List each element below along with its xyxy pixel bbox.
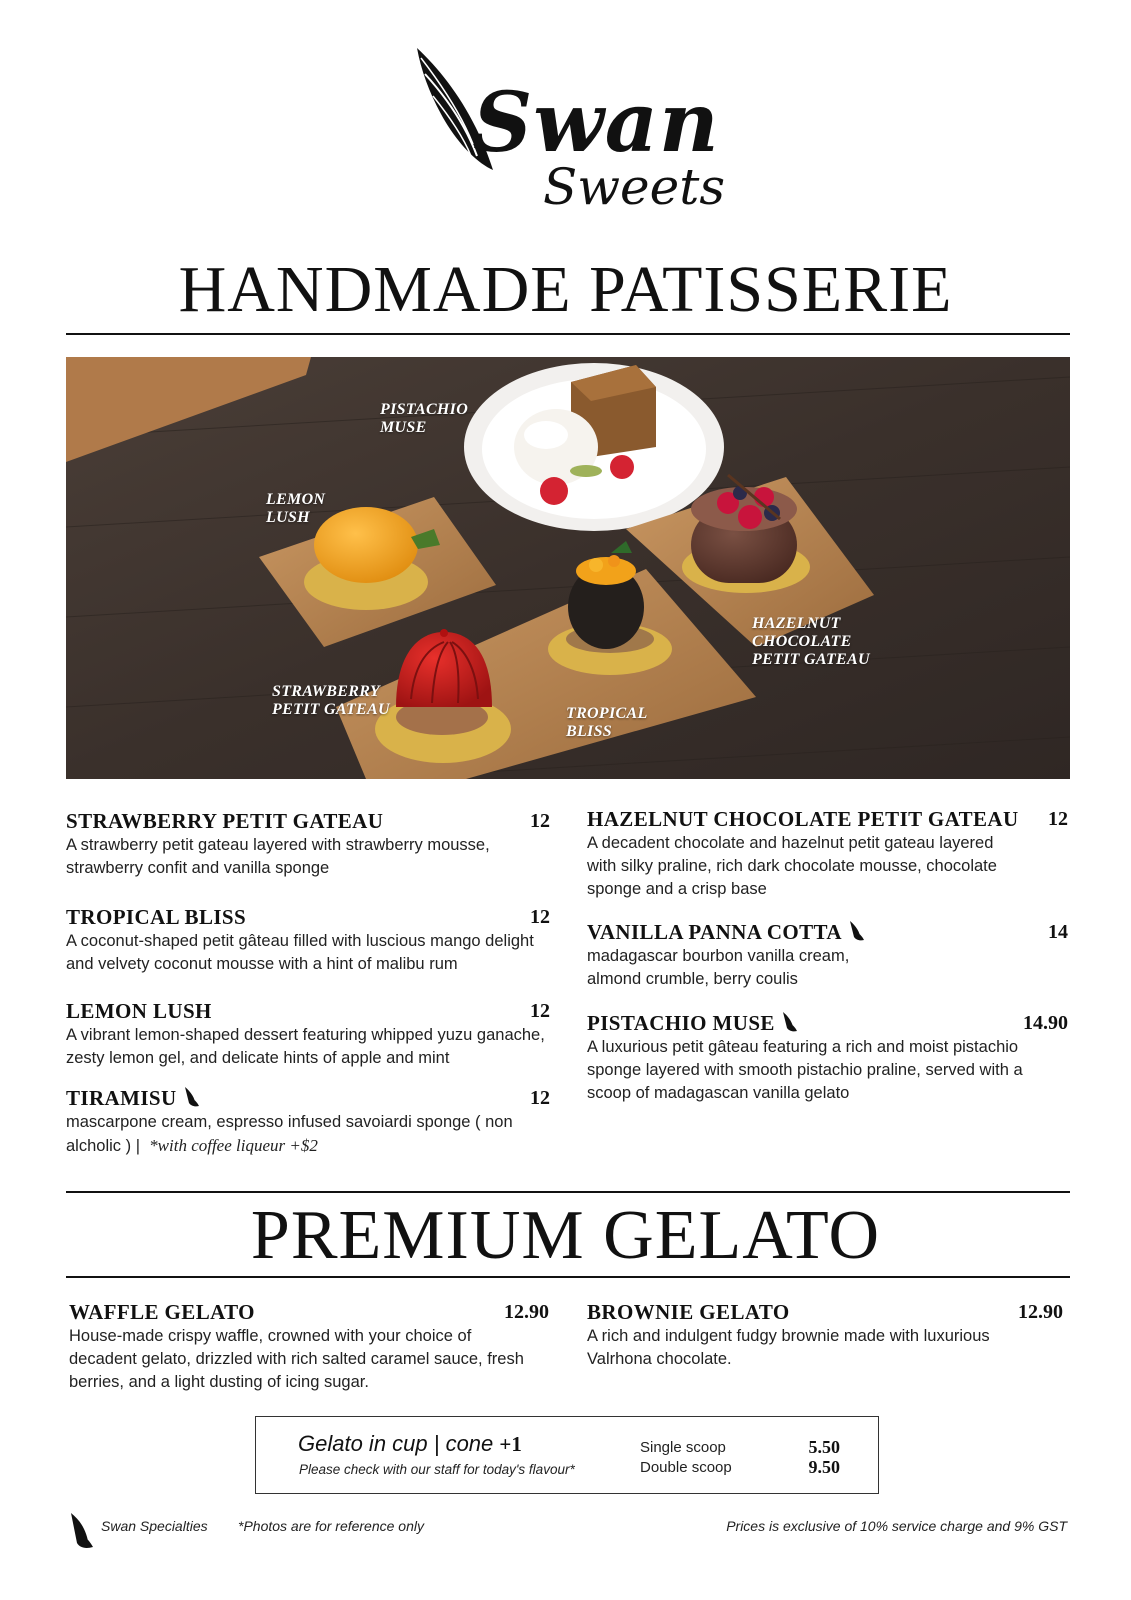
item-name: WAFFLE GELATO xyxy=(69,1300,255,1324)
gelato-box-title: Gelato in cup | cone xyxy=(298,1431,494,1456)
item-name: PISTACHIO MUSE xyxy=(587,1011,775,1035)
item-description: A decadent chocolate and hazelnut petit gateau layered with silky praline, rich dark chocolate mousse, chocolate sponge and a crisp base xyxy=(587,834,997,898)
item-price: 12.90 xyxy=(504,1301,549,1323)
footer-photos-note: *Photos are for reference only xyxy=(238,1518,424,1534)
photo-label-pistachio: PISTACHIO MUSE xyxy=(380,401,469,436)
item-price: 12.90 xyxy=(1018,1301,1063,1323)
item-price: 14 xyxy=(1048,921,1068,943)
swan-specialty-icon xyxy=(781,1011,799,1033)
menu-item xyxy=(66,809,550,880)
single-scoop-label: Single scoop xyxy=(640,1439,726,1456)
footer-prices-note: Prices is exclusive of 10% service charge and 9% GST xyxy=(726,1518,1067,1534)
item-price: 12 xyxy=(530,1000,550,1022)
gelato-flavour-note: Please check with our staff for today's flavour* xyxy=(299,1462,575,1477)
photo-label-hazelnut: HAZELNUT CHOCOLATE PETIT GATEAU xyxy=(752,615,870,668)
photo-label-tropical: TROPICAL BLISS xyxy=(566,705,648,740)
gelato-cup-cone-box xyxy=(255,1416,879,1494)
photo-label-lemon: LEMON LUSH xyxy=(266,491,326,526)
menu-item xyxy=(587,920,1068,991)
item-price: 12 xyxy=(530,1087,550,1109)
brand-tagline: Sweets xyxy=(543,158,725,216)
item-name: TROPICAL BLISS xyxy=(66,905,247,929)
item-name: HAZELNUT CHOCOLATE PETIT GATEAU xyxy=(587,807,1019,831)
double-scoop-label: Double scoop xyxy=(640,1459,732,1476)
item-description: A rich and indulgent fudgy brownie made with luxurious Valrhona chocolate. xyxy=(587,1327,990,1368)
menu-item xyxy=(69,1300,549,1394)
swan-specialty-icon xyxy=(183,1086,201,1108)
item-description: A strawberry petit gateau layered with strawberry mousse, strawberry confit and vanilla sponge xyxy=(66,836,490,877)
item-price: 12 xyxy=(530,810,550,832)
photo-label-strawberry: STRAWBERRY PETIT GATEAU xyxy=(272,683,390,718)
item-name: BROWNIE GELATO xyxy=(587,1300,790,1324)
item-price: 12 xyxy=(1048,808,1068,830)
patisserie-title: HANDMADE PATISSERIE xyxy=(178,253,953,326)
menu-item xyxy=(587,807,1068,901)
item-description xyxy=(66,1111,550,1158)
item-name: VANILLA PANNA COTTA xyxy=(587,920,842,944)
item-description-text: mascarpone cream, espresso infused savoiardi sponge ( non alcholic ) | xyxy=(66,1113,513,1155)
item-name: LEMON LUSH xyxy=(66,999,212,1023)
menu-item xyxy=(66,1086,550,1158)
item-description: A luxurious petit gâteau featuring a rich and moist pistachio sponge layered with smooth pistachio praline, served with a scoop of madagascan vanilla gelato xyxy=(587,1038,1023,1102)
item-description: madagascar bourbon vanilla cream, almond crumble, berry coulis xyxy=(587,947,850,988)
single-scoop-row xyxy=(640,1439,840,1456)
divider xyxy=(66,1191,1070,1193)
item-description: A coconut-shaped petit gâteau filled with luscious mango delight and velvety coconut mousse with a hint of malibu rum xyxy=(66,932,534,973)
item-description: A vibrant lemon-shaped dessert featuring whipped yuzu ganache, zesty lemon gel, and delicate hints of apple and mint xyxy=(66,1026,545,1067)
item-name: STRAWBERRY PETIT GATEAU xyxy=(66,809,384,833)
swan-specialties-icon xyxy=(68,1512,96,1550)
double-scoop-price: 9.50 xyxy=(808,1457,840,1477)
single-scoop-price: 5.50 xyxy=(808,1437,840,1457)
swan-specialty-icon xyxy=(848,920,866,942)
double-scoop-row xyxy=(640,1459,840,1476)
menu-item xyxy=(66,999,550,1070)
item-name: TIRAMISU xyxy=(66,1086,177,1110)
menu-item xyxy=(66,905,550,976)
brand-logo xyxy=(415,44,725,234)
menu-item xyxy=(587,1300,1063,1371)
item-note: *with coffee liqueur +$2 xyxy=(149,1136,318,1155)
item-price: 12 xyxy=(530,906,550,928)
brand-name: Swan xyxy=(473,75,720,171)
divider xyxy=(66,333,1070,335)
menu-item xyxy=(587,1011,1068,1105)
footer-specialties: Swan Specialties xyxy=(101,1518,208,1534)
divider xyxy=(66,1276,1070,1278)
gelato-addon-price: +1 xyxy=(499,1432,522,1456)
gelato-title: PREMIUM GELATO xyxy=(250,1197,881,1274)
dessert-photo xyxy=(66,357,1070,779)
item-description: House-made crispy waffle, crowned with your choice of decadent gelato, drizzled with rich salted caramel sauce, fresh berries, and a light dusting of icing sugar. xyxy=(69,1327,524,1391)
item-price: 14.90 xyxy=(1023,1012,1068,1034)
